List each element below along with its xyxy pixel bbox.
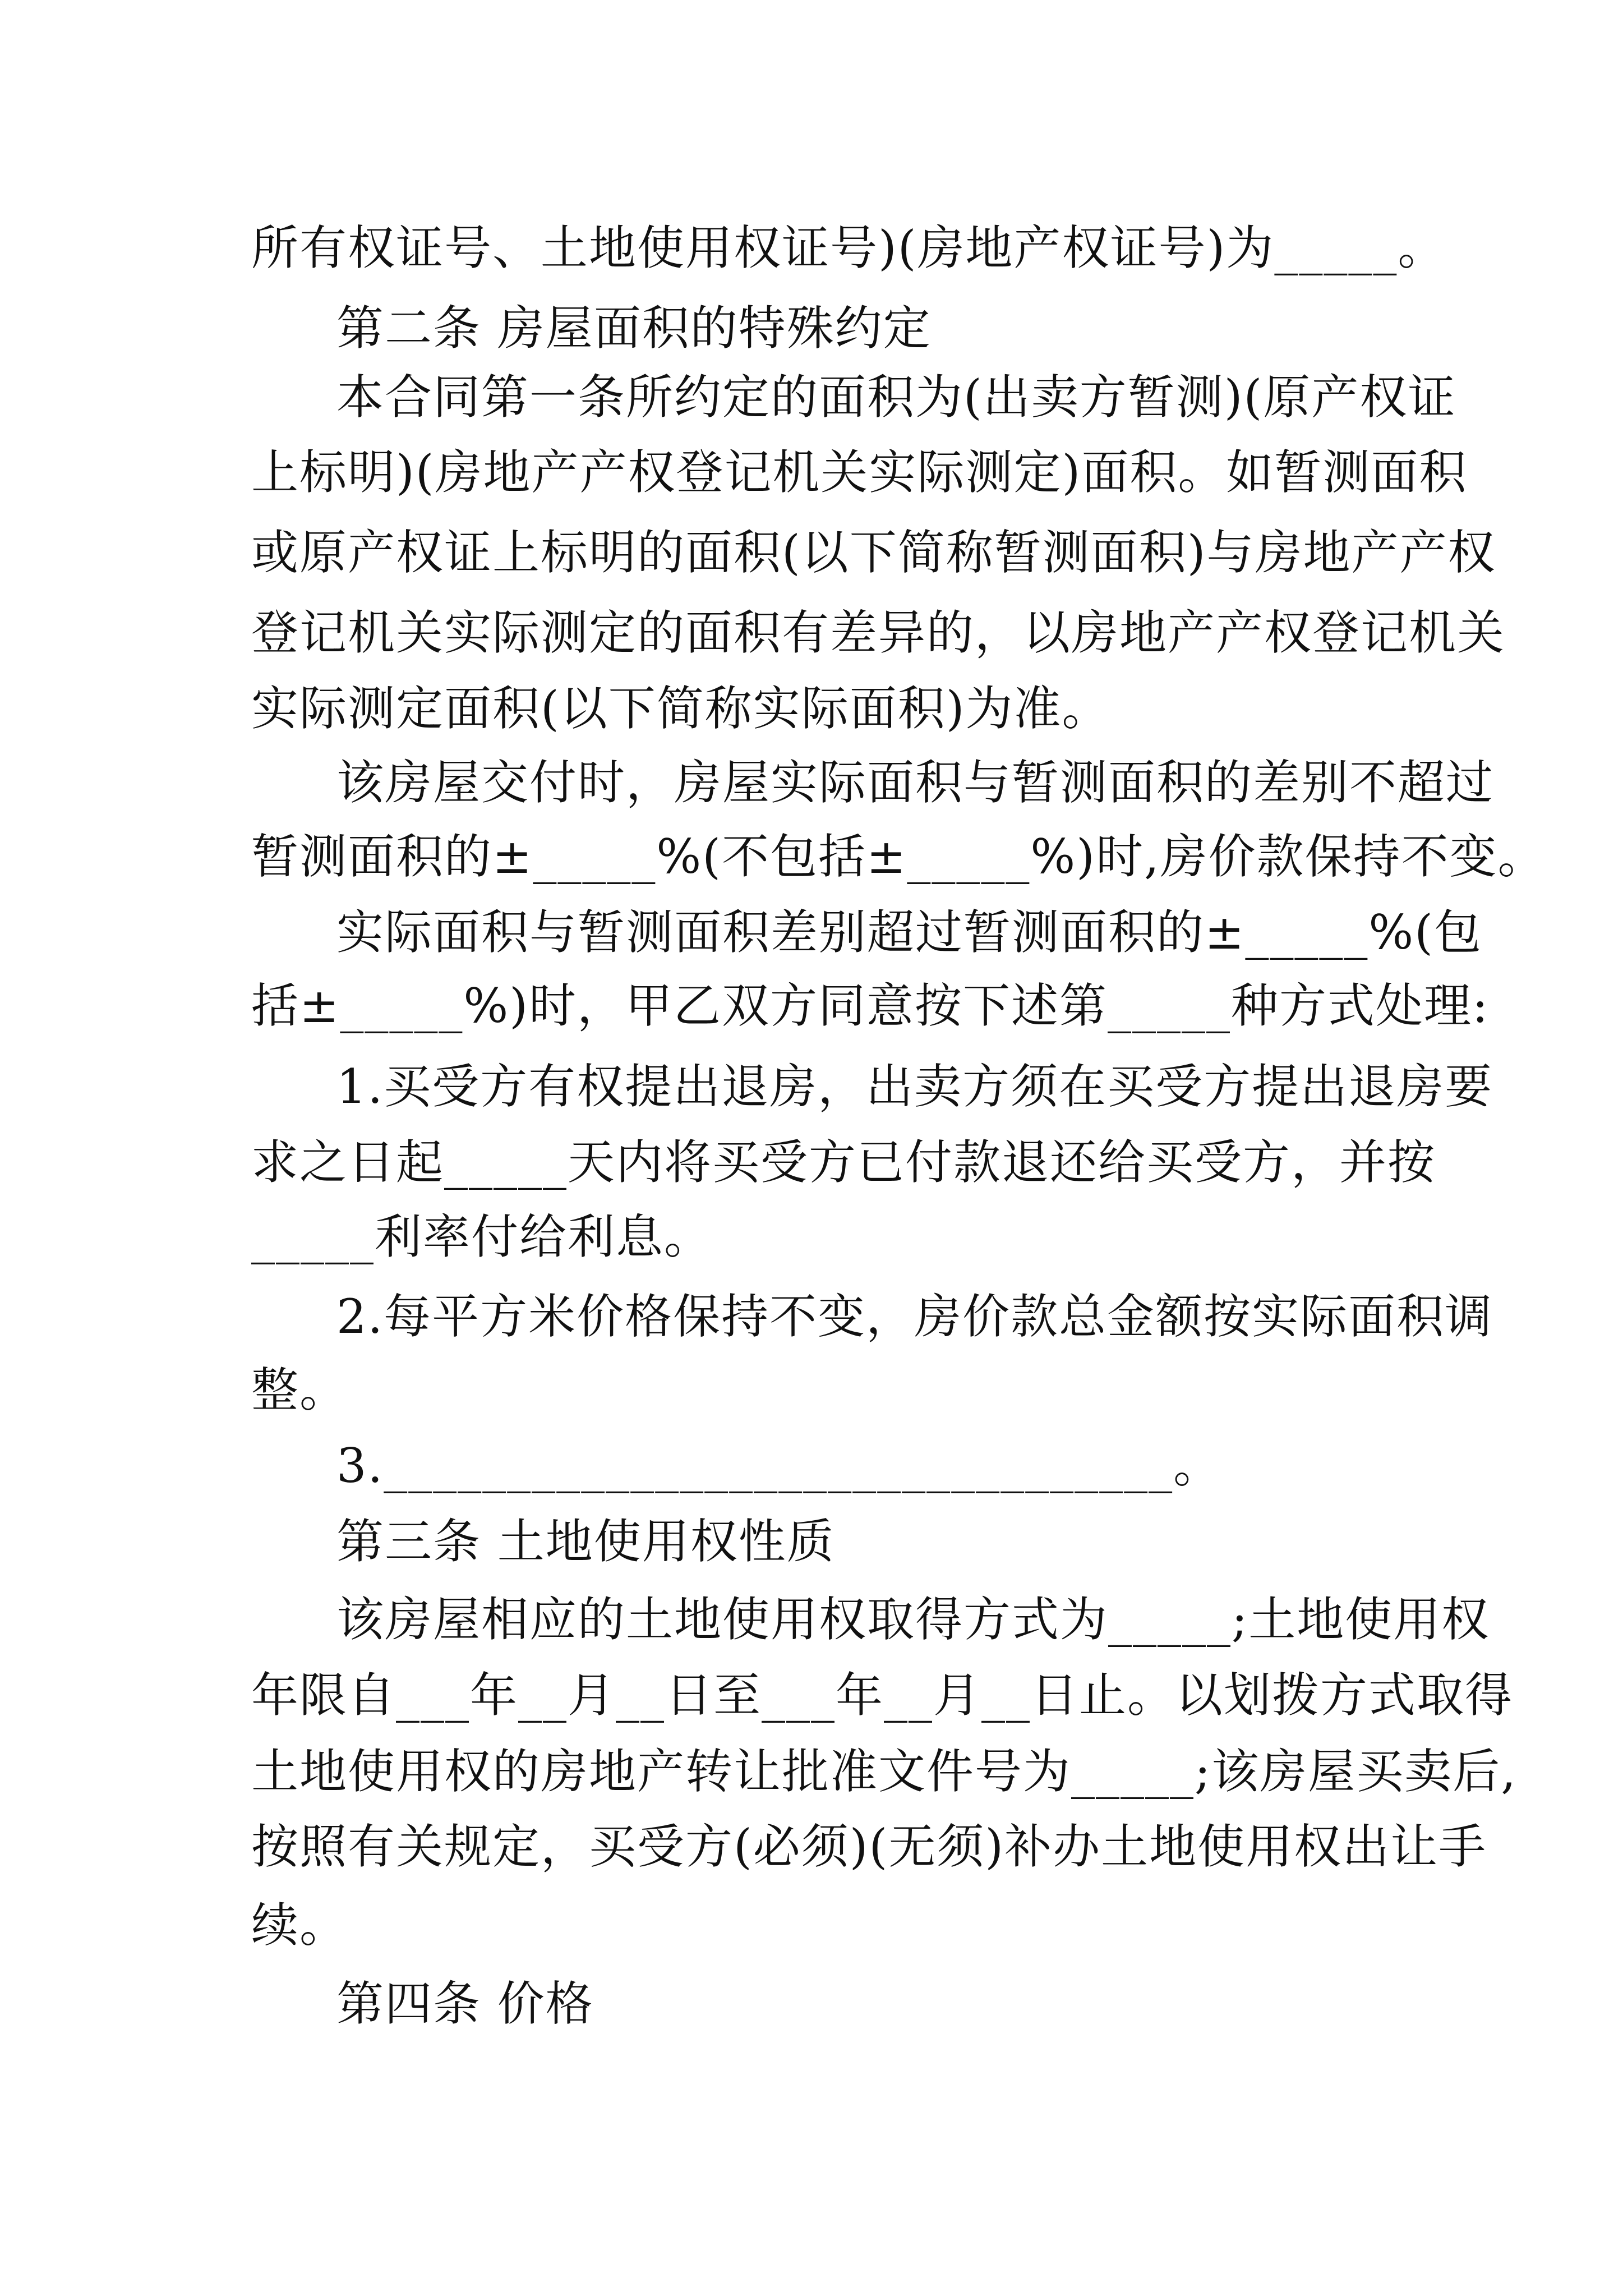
text-line-22: 按照有关规定，买受方(必须)(无须)补办土地使用权出让手 (251, 1819, 1487, 1874)
text-line-8: 该房屋交付时，房屋实际面积与暂测面积的差别不超过 (336, 755, 1495, 810)
text-line-9: 暂测面积的±_____%(不包括±_____%)时,房价款保持不变。 (251, 829, 1546, 884)
text-line-19: 该房屋相应的土地使用权取得方式为_____;土地使用权 (336, 1592, 1490, 1647)
text-line-20: 年限自___年__月__日至___年__月__日止。以划拨方式取得 (251, 1668, 1514, 1723)
text-line-7: 实际测定面积(以下简称实际面积)为准。 (251, 681, 1110, 736)
text-line-21: 土地使用权的房地产转让批准文件号为_____;该房屋买卖后, (251, 1744, 1518, 1799)
text-line-23: 续。 (251, 1898, 348, 1953)
text-line-10: 实际面积与暂测面积差别超过暂测面积的±_____%(包 (336, 905, 1482, 960)
article-heading-2: 第二条 房屋面积的特殊约定 (336, 301, 932, 356)
text-line-11: 括±_____%)时，甲乙双方同意按下述第_____种方式处理: (251, 978, 1490, 1033)
text-line-4: 上标明)(房地产产权登记机关实际测定)面积。如暂测面积 (251, 445, 1468, 500)
text-line-14: _____利率付给利息。 (251, 1209, 713, 1264)
text-line-16: 整。 (251, 1363, 348, 1418)
article-heading-4: 第四条 价格 (336, 1976, 594, 2031)
text-line-1: 所有权证号、土地使用权证号)(房地产权证号)为_____。 (251, 220, 1446, 275)
text-line-15: 2.每平方米价格保持不变，房价款总金额按实际面积调 (336, 1289, 1493, 1344)
text-line-12: 1.买受方有权提出退房，出卖方须在买受方提出退房要 (336, 1059, 1493, 1114)
text-line-13: 求之日起_____天内将买受方已付款退还给买受方，并按 (251, 1135, 1436, 1190)
text-line-5: 或原产权证上标明的面积(以下简称暂测面积)与房地产产权 (251, 525, 1496, 580)
article-heading-3: 第三条 土地使用权性质 (336, 1514, 835, 1569)
text-line-17: 3.________________________________。 (336, 1438, 1222, 1493)
text-line-6: 登记机关实际测定的面积有差异的，以房地产产权登记机关 (251, 605, 1506, 660)
text-line-3: 本合同第一条所约定的面积为(出卖方暂测)(原产权证 (336, 370, 1456, 425)
